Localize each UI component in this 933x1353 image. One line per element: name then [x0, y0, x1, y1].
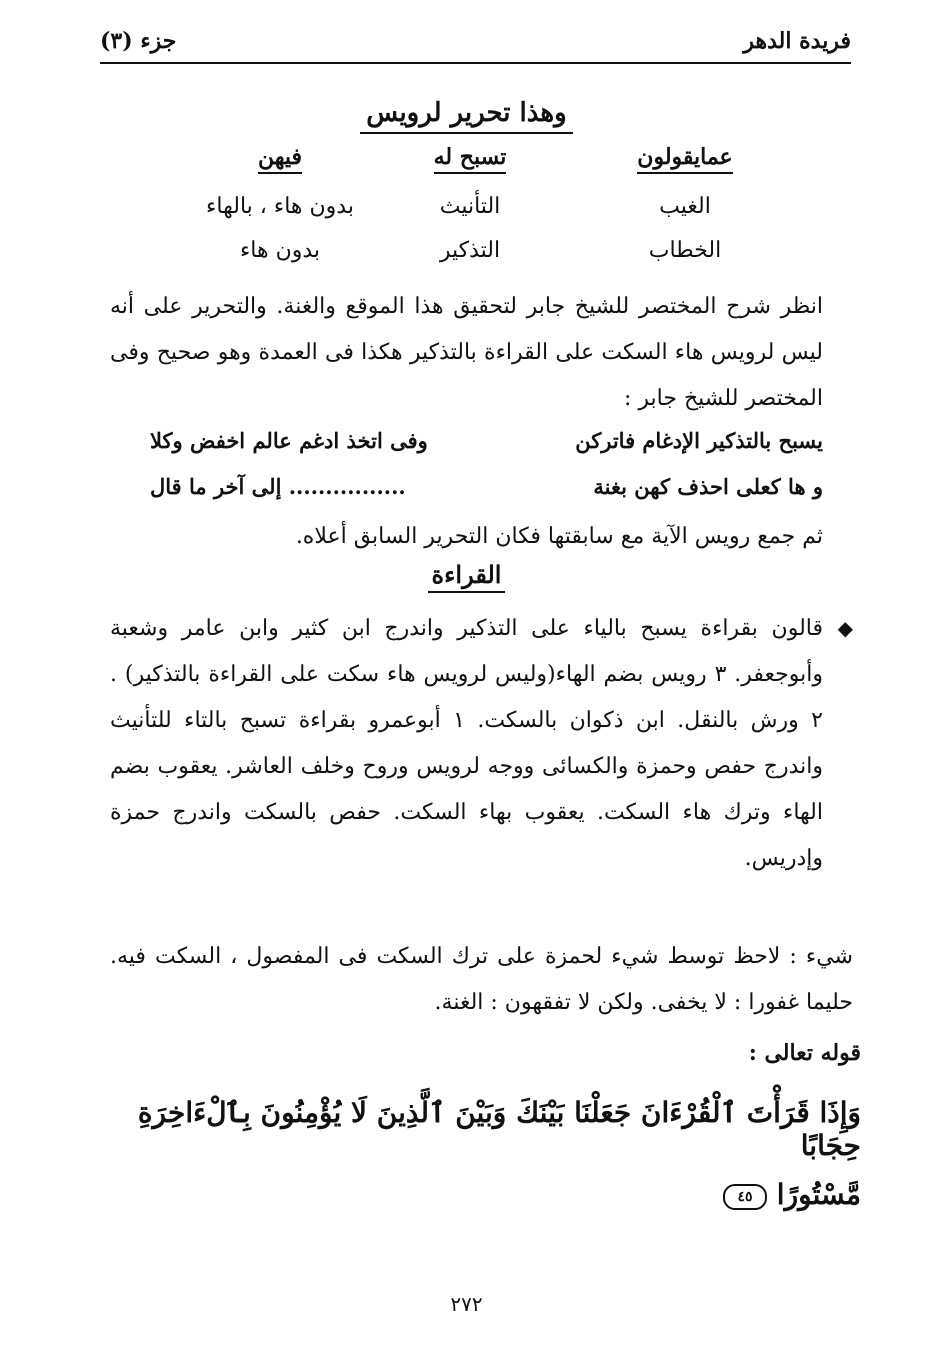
subsection-title: القراءة [0, 560, 933, 589]
page-number: ٢٧٢ [450, 1292, 483, 1316]
table-header: فيهن [180, 144, 380, 174]
poem-verse [150, 474, 823, 514]
paragraph-readings: قالون بقراءة يسبح بالياء على التذكير واندرج ابن كثير وابن عامر وشعبة وأبوجعفر. ٣ رويس بضم الهاء(وليس لرويس هاء سكت على القراءة بالتذكير) . ٢ ورش بالنقل. ابن ذكوان بالسكت. ١ أبوعمرو بقراءة تسبح بالتاء للتأنيث واندرج حفص وحمزة والكسائى ووجه لرويس وروح وخلف العاشر. يعقوب بضم الهاء وترك هاء السكت. يعقوب بهاء السكت. حفص بالسكت واندرج حمزة وإدريس. [110, 616, 823, 871]
header-rule [100, 62, 851, 64]
table-cell: التذكير [439, 238, 501, 263]
quran-verse-line [110, 1178, 861, 1211]
poem-hemistich: و ها كعلى احذف كهن بغنة [593, 474, 823, 499]
section-title: وهذا تحرير لرويس [0, 98, 933, 128]
poem-hemistich: ................ إلى آخر ما قال [150, 474, 406, 499]
table-cell: الغيب [659, 194, 711, 219]
paragraph-summary: ثم جمع رويس الآية مع سابقتها فكان التحرير السابق أعلاه. [295, 524, 823, 549]
table-cell: التأنيث [439, 194, 501, 219]
diamond-bullet-icon: ◆ [837, 616, 853, 640]
poem-hemistich: يسبح بالتذكير الإدغام فاتركن [575, 428, 823, 453]
table-cell: بدون هاء ، بالهاء [206, 194, 354, 219]
poem-hemistich: وفى اتخذ ادغم عالم اخفض وكلا [150, 428, 428, 453]
paragraph-remarks: شيء : لاحظ توسط شيء لحمزة على ترك السكت فى المفصول ، السكت فيه. حليما غفورا : لا يخفى. ولكن لا تفقهون : الغنة. [110, 944, 853, 1015]
table-cell: بدون هاء [239, 238, 321, 263]
paragraph-note: انظر شرح المختصر للشيخ جابر لتحقيق هذا الموقع والغنة. والتحرير على أنه ليس لرويس هاء السكت على القراءة بالتذكير هكذا فى العمدة وهو صحيح وفى المختصر للشيخ جابر : [110, 294, 823, 411]
ayah-number-marker: ٤٥ [723, 1184, 767, 1210]
quran-verse-end: مَّسْتُورًا [776, 1178, 861, 1211]
book-title: فريدة الدهر [743, 28, 851, 54]
poem-verse [150, 428, 823, 468]
table-header: عمايقولون [610, 144, 760, 174]
table-header: تسبح له [390, 144, 550, 174]
running-header [100, 22, 851, 62]
table-cell: الخطاب [648, 238, 722, 263]
quran-verse-line: وَإِذَا قَرَأْتَ ٱلْقُرْءَانَ جَعَلْنَا بَيْنَكَ وَبَيْنَ ٱلَّذِينَ لَا يُؤْمِنُونَ بِٱلْءَاخِرَةِ حِجَابًا [137, 1096, 861, 1162]
tahrir-table [180, 140, 760, 280]
verse-intro: قوله تعالى : [748, 1040, 861, 1066]
part-number: جزء (٣) [100, 28, 177, 54]
